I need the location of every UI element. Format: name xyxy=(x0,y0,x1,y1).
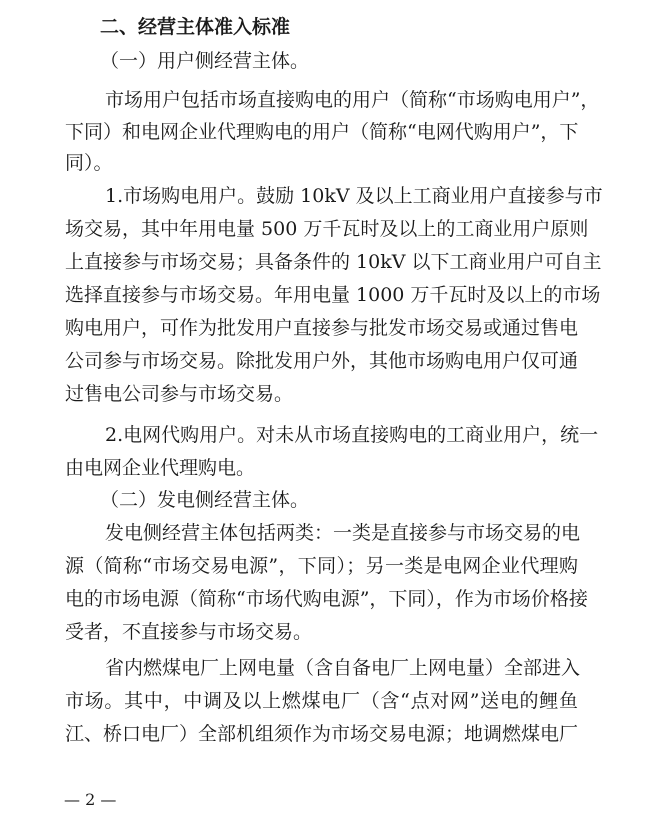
paragraph-line: 同）。 xyxy=(65,152,113,174)
page-number: — 2 — xyxy=(64,790,117,809)
paragraph-line: 购电用户，可作为批发用户直接参与批发市场交易或通过售电 xyxy=(65,317,579,339)
paragraph-line: 1.市场购电用户。鼓励 10kV 及以上工商业用户直接参与市 xyxy=(105,185,603,207)
paragraph-line: 江、桥口电厂）全部机组须作为市场交易电源；地调燃煤电厂 xyxy=(65,723,579,745)
paragraph-line: 2.电网代购用户。对未从市场直接购电的工商业用户，统一 xyxy=(105,424,599,446)
paragraph-line: 过售电公司参与市场交易。 xyxy=(65,383,294,405)
paragraph-line: 公司参与市场交易。除批发用户外，其他市场购电用户仅可通 xyxy=(65,350,579,372)
paragraph-line: 发电侧经营主体包括两类：一类是直接参与市场交易的电 xyxy=(105,522,581,544)
subsection-heading-user-side: （一）用户侧经营主体。 xyxy=(100,50,310,72)
paragraph-line: 上直接参与市场交易；具备条件的 10kV 以下工商业用户可自主 xyxy=(65,251,602,273)
paragraph-line: 市场。其中，中调及以上燃煤电厂（含“点对网”送电的鲤鱼 xyxy=(65,690,578,712)
paragraph-line: 源（简称“市场交易电源”，下同）；另一类是电网企业代理购 xyxy=(65,555,578,577)
paragraph-line: 市场用户包括市场直接购电的用户（简称“市场购电用户”， xyxy=(105,89,600,111)
paragraph-line: 省内燃煤电厂上网电量（含自备电厂上网电量）全部进入 xyxy=(105,657,581,679)
paragraph-line: 选择直接参与市场交易。年用电量 1000 万千瓦时及以上的市场 xyxy=(65,284,601,306)
paragraph-line: 电的市场电源（简称“市场代购电源”，下同），作为市场价格接 xyxy=(65,588,588,610)
paragraph-line: 场交易，其中年用电量 500 万千瓦时及以上的工商业用户原则 xyxy=(65,218,589,240)
section-heading: 二、经营主体准入标准 xyxy=(100,16,291,38)
paragraph-line: 受者，不直接参与市场交易。 xyxy=(65,621,313,643)
paragraph-line: 由电网企业代理购电。 xyxy=(65,457,256,479)
subsection-heading-generation-side: （二）发电侧经营主体。 xyxy=(100,489,310,511)
paragraph-line: 下同）和电网企业代理购电的用户（简称“电网代购用户”，下 xyxy=(65,121,579,143)
